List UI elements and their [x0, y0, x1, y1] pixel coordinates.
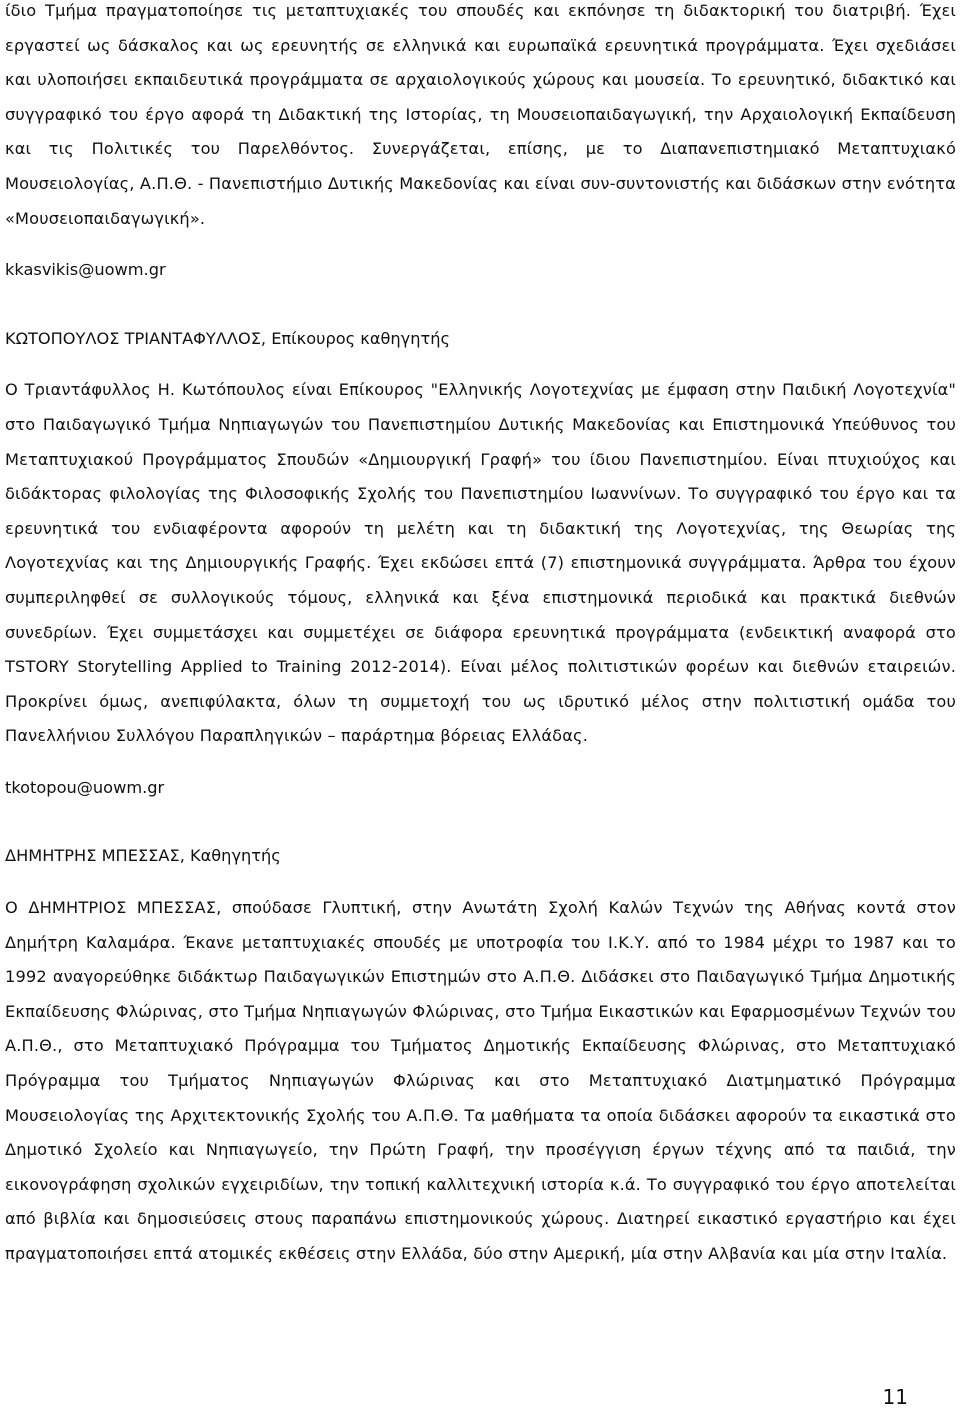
spacer [5, 288, 956, 322]
bessas-bio: Ο ΔΗΜΗΤΡΙΟΣ ΜΠΕΣΣΑΣ, σπούδασε Γλυπτική, στην Ανωτάτη Σχολή Καλών Τεχνών της Αθήνας κοντά στον Δημήτρη Καλαμάρα. Έκανε μεταπτυχιακές σπουδές με υποτροφία του Ι.Κ.Υ. από το 1984 μέχρι το 1987 και το 1992 αναγορεύθηκε διδάκτωρ Παιδαγωγικών Επιστημών στο Α.Π.Θ. Διδάσκει στο Παιδαγωγικό Τμήμα Δημοτικής Εκπαίδευσης Φλώρινας, στο Τμήμα Νηπιαγωγών Φλώρινας, στο Τμήμα Εικαστικών και Εφαρμοσμένων Τεχνών του Α.Π.Θ., στο Μεταπτυχιακό Πρόγραμμα του Τμήματος Δημοτικής Εκπαίδευσης Φλώρινας, στο Μεταπτυχιακό Πρόγραμμα του Τμήματος Νηπιαγωγών Φλώρινας και στο Μεταπτυχιακό Διατμηματικό Πρόγραμμα Μουσειολογίας της Αρχιτεκτονικής Σχολής του Α.Π.Θ. Τα μαθήματα τα οποία διδάσκει αφορούν τα εικαστικά στο Δημοτικό Σχολείο και Νηπιαγωγείο, την Πρώτη Γραφή, την προσέγγιση έργων τέχνης από τα παιδιά, την εικονογράφηση σχολικών εγχειριδίων, την τοπική καλλιτεχνική ιστορία κ.ά. Το συγγραφικό του έργο αποτελείται από βιβλία και δημοσιεύσεις στους παραπάνω επιστημονικούς χώρους. Διατηρεί εικαστικό εργαστήριο και έχει πραγματοποιήσει επτά ατομικές εκθέσεις στην Ελλάδα, δύο στην Αμερική, μία στην Αλβανία και μία στην Ιταλία. [5, 898, 956, 1263]
document-page [5, 0, 956, 1272]
page-number: 11 [882, 1385, 908, 1409]
bessas-heading: ΔΗΜΗΤΡΗΣ ΜΠΕΣΣΑΣ, Καθηγητής [5, 846, 281, 866]
kotopoulos-heading: ΚΩΤΟΠΟΥΛΟΣ ΤΡΙΑΝΤΑΦΥΛΛΟΣ, Επίκουρος καθηγητής [5, 328, 451, 348]
email-kasvikis[interactable]: kkasvikis@uowm.gr [5, 260, 166, 280]
spacer [5, 236, 956, 253]
intro-paragraph: ίδιο Τμήμα πραγματοποίησε τις μεταπτυχιακές του σπουδές και εκπόνησε τη διδακτορική του διατριβή. Έχει εργαστεί ως δάσκαλος και ως ερευνητής σε ελληνικά και ευρωπαϊκά ερευνητικά προγράμματα. Έχει σχεδιάσει και υλοποιήσει εκπαιδευτικά προγράμματα σε αρχαιολογικούς χώρους και μουσεία. Το ερευνητικό, διδακτικό και συγγραφικό του έργο αφορά τη Διδακτική της Ιστορίας, τη Μουσειοπαιδαγωγική, την Αρχαιολογική Εκπαίδευση και τις Πολιτικές του Παρελθόντος. Συνεργάζεται, επίσης, με το Διαπανεπιστημιακό Μεταπτυχιακό Μουσειολογίας, Α.Π.Θ. - Πανεπιστήμιο Δυτικής Μακεδονίας και είναι συν-συντονιστής και διδάσκων στην ενότητα «Μουσειοπαιδαγωγική». [5, 1, 956, 228]
spacer [5, 874, 956, 891]
spacer [5, 805, 956, 839]
kotopoulos-bio: Ο Τριαντάφυλλος Η. Κωτόπουλος είναι Επίκουρος "Ελληνικής Λογοτεχνίας με έμφαση στην Παιδική Λογοτεχνία" στο Παιδαγωγικό Τμήμα Νηπιαγωγών του Πανεπιστημίου Δυτικής Μακεδονίας και Επιστημονικά Υπεύθυνος του Μεταπτυχιακού Προγράμματος Σπουδών «Δημιουργική Γραφή» του ίδιου Πανεπιστημίου. Είναι πτυχιούχος και διδάκτορας φιλολογίας της Φιλοσοφικής Σχολής του Πανεπιστημίου Ιωαννίνων. Το συγγραφικό του έργο και τα ερευνητικά του ενδιαφέροντα αφορούν τη μελέτη και τη διδακτική της Λογοτεχνίας, της Θεωρίας της Λογοτεχνίας και της Δημιουργικής Γραφής. Έχει εκδώσει επτά (7) επιστημονικά συγγράμματα. Άρθρα του έχουν συμπεριληφθεί σε συλλογικούς τόμους, ελληνικά και ξένα επιστημονικά περιοδικά και πρακτικά διεθνών συνεδρίων. Έχει συμμετάσχει και συμμετέχει σε διάφορα ερευνητικά προγράμματα (ενδεικτική αναφορά στο TSTORY Storytelling Applied to Training 2012-2014). Είναι μέλος πολιτιστικών φορέων και διεθνών εταιρειών. Προκρίνει όμως, ανεπιφύλακτα, όλων τη συμμετοχή του ως ιδρυτικό μέλος στην πολιτιστική ομάδα του Πανελλήνιου Συλλόγου Παραπληγικών – παράρτημα βόρειας Ελλάδας. [5, 380, 956, 746]
email-kotopoulos[interactable]: tkotopou@uowm.gr [5, 777, 165, 797]
spacer [5, 754, 956, 771]
spacer [5, 356, 956, 373]
